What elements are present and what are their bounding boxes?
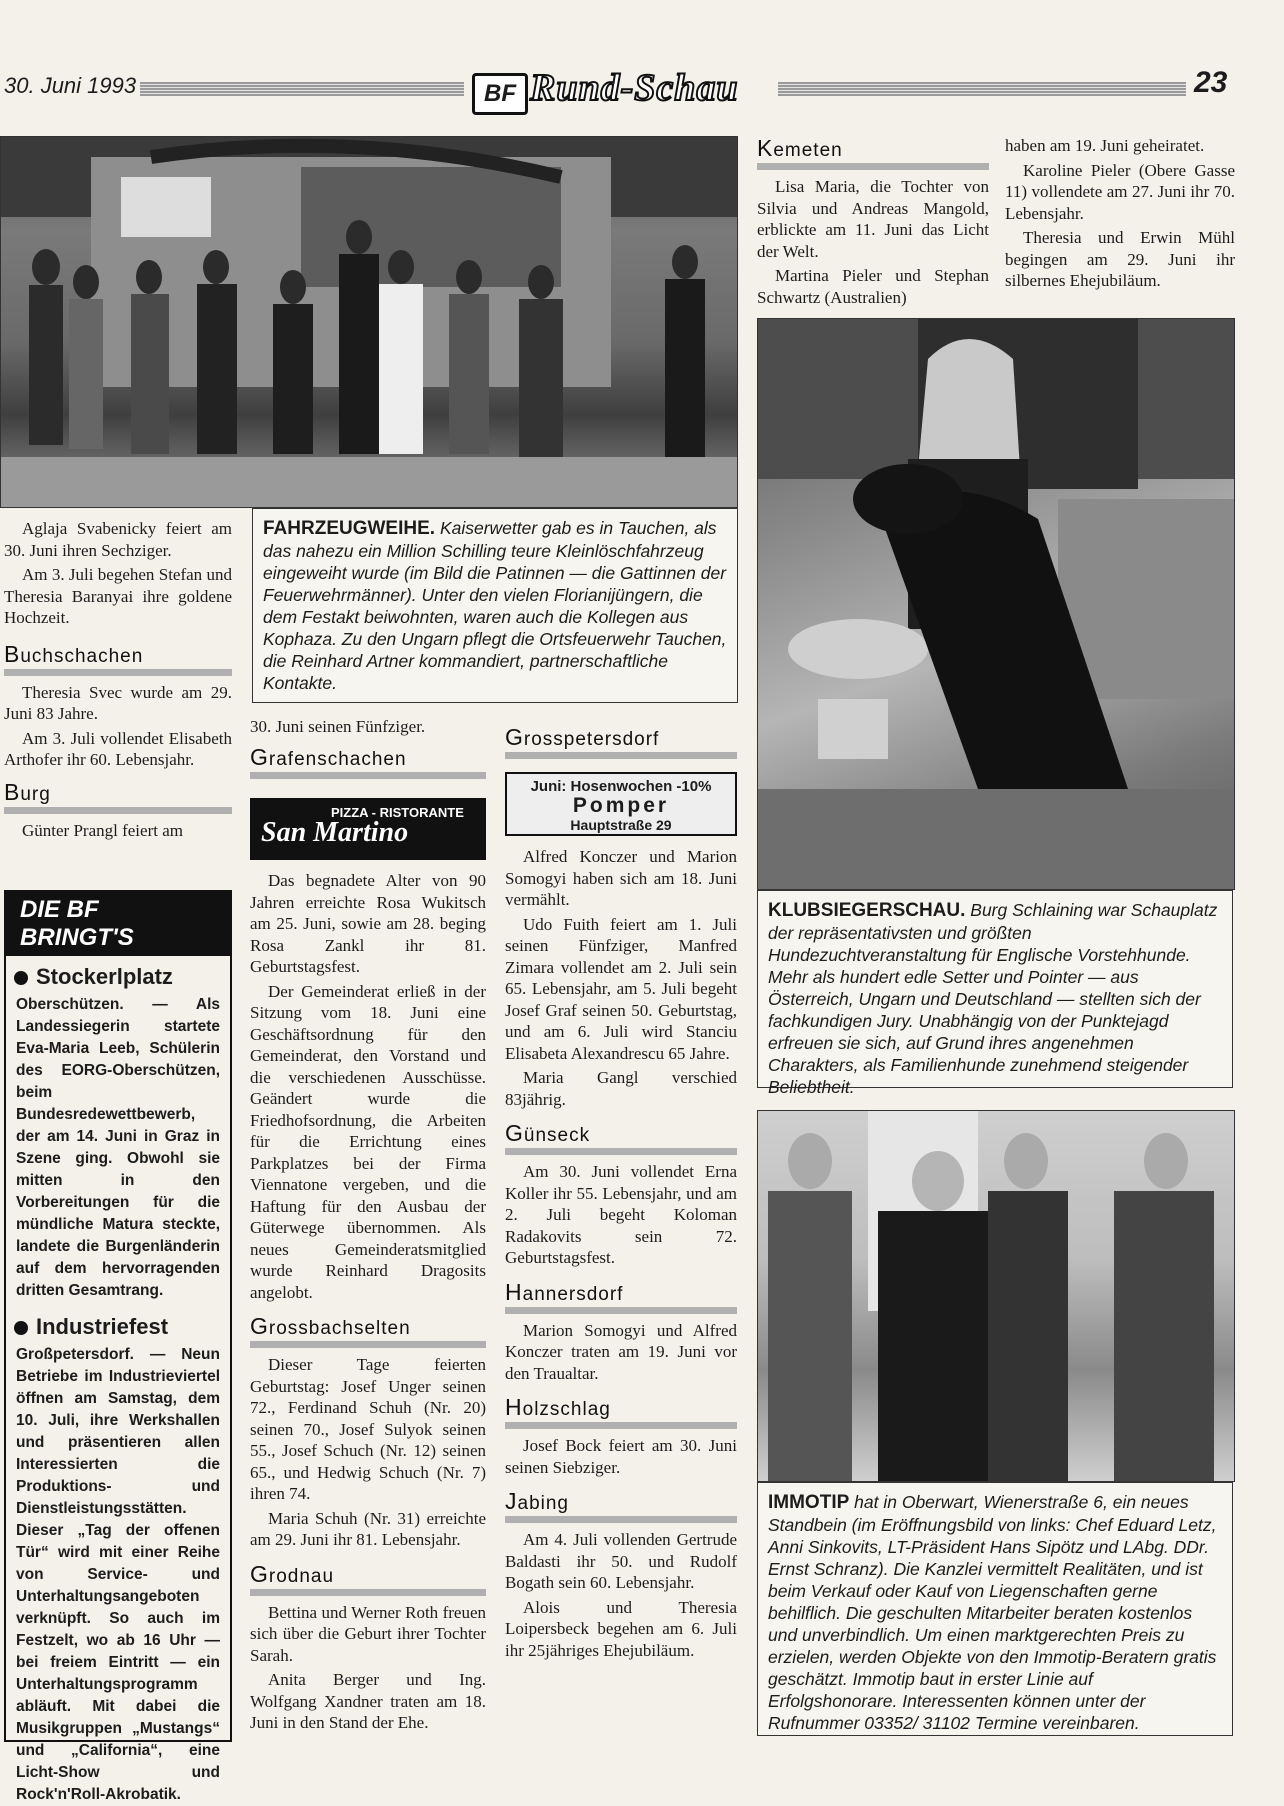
section-heading-grossbachselten: Grossbachselten xyxy=(250,1313,486,1348)
masthead-rule-left xyxy=(140,82,464,96)
ad-name: San Martino xyxy=(261,817,409,848)
bullet-icon xyxy=(14,1321,28,1335)
paragraph: haben am 19. Juni geheiratet. xyxy=(1005,136,1205,155)
paragraph: Marion Somogyi und Alfred Konczer traten am 19. Juni vor den Traualtar. xyxy=(505,1320,737,1383)
box-banner: DIE BF BRINGT'S xyxy=(6,892,230,956)
paragraph: Anita Berger und Ing. Wolfgang Xandner traten am 18. Juni in den Stand der Ehe. xyxy=(250,1670,486,1732)
column-3-head xyxy=(505,724,737,759)
caption-head: KLUBSIEGERSCHAU. xyxy=(768,900,966,921)
paragraph: Udo Fuith feiert am 1. Juli seinen Fünfziger, Manfred Zimara vollendet am 2. Juli sein 65. Lebensjahr, am 5. Juli begeht Josef Graf seinen 50. Geburtstag, und am 6. Juli wird Stanciu Elisabeta Alexandrescu 65 Jahre. xyxy=(505,914,737,1063)
paragraph: 30. Juni seinen Fünfziger. xyxy=(250,717,426,736)
issue-date: 30. Juni 1993 xyxy=(4,73,137,98)
section-heading-holzschlag: Holzschlag xyxy=(505,1394,737,1429)
caption-head: FAHRZEUGWEIHE. xyxy=(263,518,436,539)
caption-fahrzeugweihe xyxy=(252,508,738,703)
paragraph: Maria Gangl verschied 83jährig. xyxy=(505,1068,737,1109)
caption-text: Burg Schlaining war Schauplatz der repräsentativsten und größten Hundezuchtveranstaltung für Englische Vorstehhunde. Mehr als hundert edle Setter und Pointer — aus Österreich, Ungarn und Deutschland — stellten sich der fachkundigen Jury. Unabhängig von der Punktejagd erfreuen sie sich, auf Grund ihres angenehmen Charakters, als Familienhunde zunehmend steigender Beliebtheit. xyxy=(768,900,1218,1097)
paragraph: Lisa Maria, die Tochter von Silvia und Andreas Mangold, erblickte am 11. Juni das Licht der Welt. xyxy=(757,177,989,261)
paragraph: Günter Prangl feiert am xyxy=(22,820,183,840)
section-heading-grafenschachen: Grafenschachen xyxy=(250,744,486,779)
box-text: Großpetersdorf. — Neun Betriebe im Industrieviertel öffnen am Samstag, dem 10. Juli, ihre Werkshallen und präsentieren allen Interessierten die Produktions- und Dienstleistungsstätten. Dieser „Tag der offenen Tür“ wird mit einer Reihe von Service- und Unterhaltungsangeboten verknüpft. So auch im Festzelt, wo ab 16 Uhr — bei freiem Eintritt — ein Unterhaltungsprogramm abläuft. Mit dabei die Musikgruppen „Mustangs“ und „California“, eine Licht-Show und Rock'n'Roll-Akrobatik. xyxy=(16,1346,220,1803)
paragraph: Am 4. Juli vollenden Gertrude Baldasti ihr 50. und Rudolf Bogath sein 60. Lebensjahr. xyxy=(505,1530,737,1592)
paragraph: Martina Pieler und Stephan Schwartz (Australien) xyxy=(757,266,989,307)
section-heading-jabing: Jabing xyxy=(505,1488,737,1523)
kemeten-continued xyxy=(1005,135,1235,295)
paragraph: Theresia Svec wurde am 29. Juni 83 Jahre. xyxy=(4,682,232,723)
ad-name: Pomper xyxy=(572,794,670,817)
section-heading-grosspetersdorf: Grosspetersdorf xyxy=(505,724,737,759)
caption-immotip xyxy=(757,1482,1233,1736)
paragraph: Am 30. Juni vollendet Erna Koller ihr 55. Lebensjahr, und am 2. Juli begeht Koloman Radakovits sein 72. Geburtstagsfest. xyxy=(505,1162,737,1267)
paragraph: Theresia und Erwin Mühl begingen am 29. Juni ihr silbernes Ehejubiläum. xyxy=(1005,228,1235,290)
box-heading-stockerlplatz: Stockerlplatz xyxy=(14,964,230,990)
paragraph: Aglaja Svabenicky feiert am 30. Juni ihren Sechziger. xyxy=(4,519,232,560)
section-heading-grodnau: Grodnau xyxy=(250,1561,486,1596)
masthead-rule-right xyxy=(778,82,1186,96)
section-title: Rund-Schau xyxy=(530,67,739,109)
caption-text: Kaiserwetter gab es in Tauchen, als das nahezu ein Million Schilling teure Kleinlöschfahrzeug eingeweiht wurde (im Bild die Patinnen — die Gattinnen der Feuerwehrmänner). Unter den vielen Florianijüngern, die dem Festakt beiwohnten, waren auch die Kollegen aus Kophaza. Zu den Ungarn pflegt die Ortsfeuerwehr Tauchen, die Reinhard Artner kommandiert, partnerschaftliche Kontakte. xyxy=(263,518,727,693)
paragraph: Am 3. Juli vollendet Elisabeth Arthofer ihr 60. Lebensjahr. xyxy=(4,728,232,769)
paragraph: Am 3. Juli begehen Stefan und Theresia Baranyai ihre goldene Hochzeit. xyxy=(4,565,232,627)
section-heading-hannersdorf: Hannersdorf xyxy=(505,1279,737,1314)
section-heading-kemeten: Kemeten xyxy=(757,135,989,170)
paragraph: Josef Bock feiert am 30. Juni seinen Siebziger. xyxy=(505,1436,737,1477)
paragraph: Das begnadete Alter von 90 Jahren erreichte Rosa Wukitsch am 25. Juni, sowie am 28. beging Rosa Zankl ihr 81. Geburtstagsfest. xyxy=(250,871,486,976)
ad-san-martino xyxy=(250,798,486,860)
paragraph: Karoline Pieler (Obere Gasse 11) vollendete am 27. Juni ihr 70. Lebensjahr. xyxy=(1005,160,1235,223)
column-3 xyxy=(505,846,737,1664)
fire-truck-photo xyxy=(0,136,738,508)
paragraph: Alois und Theresia Loipersbeck begehen am 6. Juli ihr 25jähriges Ehejubiläum. xyxy=(505,1597,737,1660)
box-heading-industriefest: Industriefest xyxy=(14,1314,230,1340)
column-2 xyxy=(250,716,486,779)
ad-pomper xyxy=(505,772,737,836)
bullet-icon xyxy=(14,971,28,985)
ad-line: Juni: Hosenwochen -10% xyxy=(530,778,712,795)
caption-text: hat in Oberwart, Wienerstraße 6, ein neues Standbein (im Eröffnungsbild von links: Chef Eduard Letz, Anni Sinkovits, LT-Präsident Hans Sipötz und LAbg. DDr. Ernst Schranz). Die Kanzlei vermittelt Realitäten, und ist beim Verkauf oder Kauf von Liegenschaften gerne behilflich. Die geschulten Mitarbeiter beraten kostenlos und unverbindlich. Um einen marktgerechten Preis zu erzielen, werden Objekte von den Immotip-Beratern gratis geschätzt. Immotip baut in erster Linie auf Erfolgshonorare. Interessenten können unter der Rufnummer 03352/ 31102 Termine vereinbaren. xyxy=(768,1492,1217,1733)
bf-logo: BF xyxy=(472,73,528,115)
bf-bringts-box xyxy=(4,890,232,1803)
ad-address: Hauptstraße 29 xyxy=(570,817,672,833)
paragraph: Alfred Konczer und Marion Somogyi haben sich am 18. Juni vermählt. xyxy=(505,847,737,909)
section-heading-buchschachen: Buchschachen xyxy=(4,641,232,676)
ad-line: PIZZA - RISTORANTE xyxy=(331,805,464,820)
section-heading-guenseck: Günseck xyxy=(505,1120,737,1155)
caption-klubsiegerschau xyxy=(757,890,1233,1097)
paragraph: Maria Schuh (Nr. 31) erreichte am 29. Juni ihr 81. Lebensjahr. xyxy=(250,1508,486,1549)
paragraph: Der Gemeinderat erließ in der Sitzung vom 18. Juni eine Geschäftsordnung für den Gemeinderat, den Vorstand und die verschiedenen Ausschüsse. Geändert wurde die Friedhofsordnung, die Arbeiten für die Errichtung eines Parkplatzes bei der Firma Viennatone vergeben, und die Haftung für den Ausbau der Güterwege übernommen. Als neues Gemeinderatsmitglied wurde Reinhard Dragosits angelobt. xyxy=(250,981,486,1302)
kemeten-section xyxy=(757,135,989,311)
box-text: Oberschützen. — Als Landessiegerin startete Eva-Maria Leeb, Schülerin des EORG-Oberschützen, beim Bundesredewettbewerb, der am 14. Juni in Graz in Szene ging. Obwohl sie mitten in den Vorbereitungen für die mündliche Matura steckte, landete die Burgenländerin auf dem hervorragenden dritten Gesamtrang. xyxy=(16,996,220,1299)
caption-head: IMMOTIP xyxy=(768,1492,850,1513)
column-1 xyxy=(4,518,232,844)
dog-show-photo xyxy=(757,318,1235,890)
section-heading-burg: Burg xyxy=(4,779,232,814)
column-2-body xyxy=(250,870,486,1737)
page-number: 23 xyxy=(1194,66,1228,99)
paragraph: Bettina und Werner Roth freuen sich über die Geburt ihrer Tochter Sarah. xyxy=(250,1602,486,1665)
immotip-photo xyxy=(757,1110,1235,1482)
paragraph: Dieser Tage feierten Geburtstag: Josef Unger seinen 72., Ferdinand Schuh (Nr. 20) seinen 70., Josef Sulyok seinen 55., Josef Schuch (Nr. 12) seinen 65., und Hedwig Schuch (Nr. 7) ihren 74. xyxy=(250,1355,486,1503)
